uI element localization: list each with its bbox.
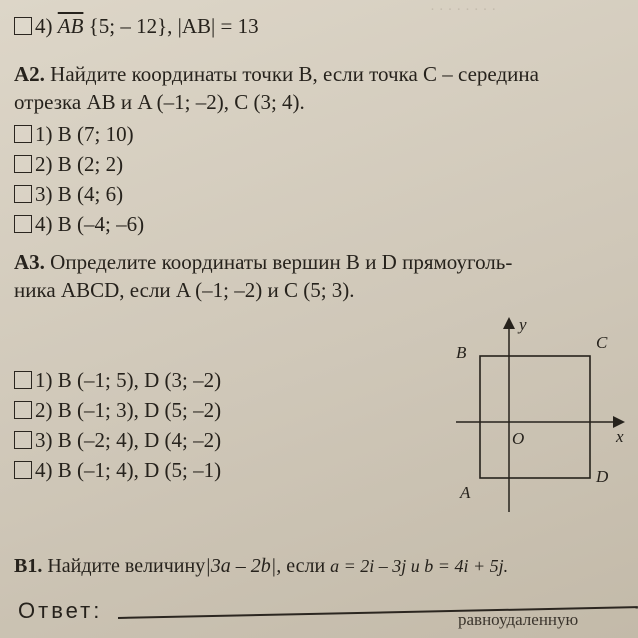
a3-option-1 <box>14 368 221 393</box>
option-text: 3) B (4; 6) <box>35 182 124 206</box>
bottom-fragment: равноудаленную <box>458 610 579 629</box>
a3-question-line2: ника ABCD, если A (–1; –2) и C (5; 3). <box>14 278 355 302</box>
option-text: 2) B (–1; 3), D (5; –2) <box>35 398 222 422</box>
vector-ab: $\overline{AB}$ <box>57 14 84 38</box>
b1-condition-word: если <box>286 555 326 577</box>
label-x: x <box>616 427 624 446</box>
option-text: 1) B (7; 10) <box>35 122 134 146</box>
option-text: 4) B (–1; 4), D (5; –1) <box>35 458 222 482</box>
b1-label: B1. <box>14 555 43 577</box>
answer-label: Ответ: <box>18 598 103 623</box>
a3-option-2 <box>14 398 221 423</box>
prev-option-4 <box>14 14 259 39</box>
checkbox[interactable] <box>14 401 32 419</box>
a3-question-line1 <box>14 250 512 275</box>
option-number: 4) <box>35 14 53 38</box>
option-text: 2) B (2; 2) <box>35 152 124 176</box>
b1-condition: a = 2i – 3j и b = 4i + 5j. <box>330 556 509 576</box>
b1-question <box>14 555 508 578</box>
checkbox[interactable] <box>14 431 32 449</box>
a3-option-3 <box>14 428 221 453</box>
a2-text-1: Найдите координаты точки B, если точка C – середина <box>50 62 539 86</box>
label-d: D <box>596 467 609 486</box>
b1-text: Найдите величину <box>47 555 206 577</box>
a2-option-2 <box>14 152 123 177</box>
a2-question-line1 <box>14 62 539 87</box>
rectangle-abcd <box>480 356 590 478</box>
a2-option-1 <box>14 122 134 147</box>
label-y: y <box>519 315 527 334</box>
option-text: 3) B (–2; 4), D (4; –2) <box>35 428 222 452</box>
checkbox[interactable] <box>14 125 32 143</box>
a3-text-1: Определите координаты вершин B и D прямоуголь- <box>50 250 513 274</box>
label-c: C <box>596 333 608 352</box>
option-text: 1) B (–1; 5), D (3; –2) <box>35 368 222 392</box>
label-b: B <box>456 343 467 362</box>
checkbox[interactable] <box>14 215 32 233</box>
checkbox[interactable] <box>14 461 32 479</box>
a2-label: A2. <box>14 62 45 86</box>
vector-modulus: |AB| = 13 <box>177 14 259 38</box>
b1-expression: |3a – 2b|, <box>205 555 282 577</box>
rectangle-diagram <box>450 312 638 522</box>
a2-option-3 <box>14 182 123 207</box>
show-through: · · · · · · · · <box>430 2 497 18</box>
a2-question-line2: отрезка AB и A (–1; –2), C (3; 4). <box>14 90 305 114</box>
checkbox[interactable] <box>14 17 32 35</box>
checkbox[interactable] <box>14 371 32 389</box>
a3-label: A3. <box>14 250 45 274</box>
label-a: A <box>460 483 471 502</box>
a2-option-4 <box>14 212 144 237</box>
label-o: O <box>512 429 525 448</box>
option-text: 4) B (–4; –6) <box>35 212 145 236</box>
vector-coords: {5; – 12}, <box>88 14 173 38</box>
checkbox[interactable] <box>14 155 32 173</box>
checkbox[interactable] <box>14 185 32 203</box>
a3-option-4 <box>14 458 221 483</box>
